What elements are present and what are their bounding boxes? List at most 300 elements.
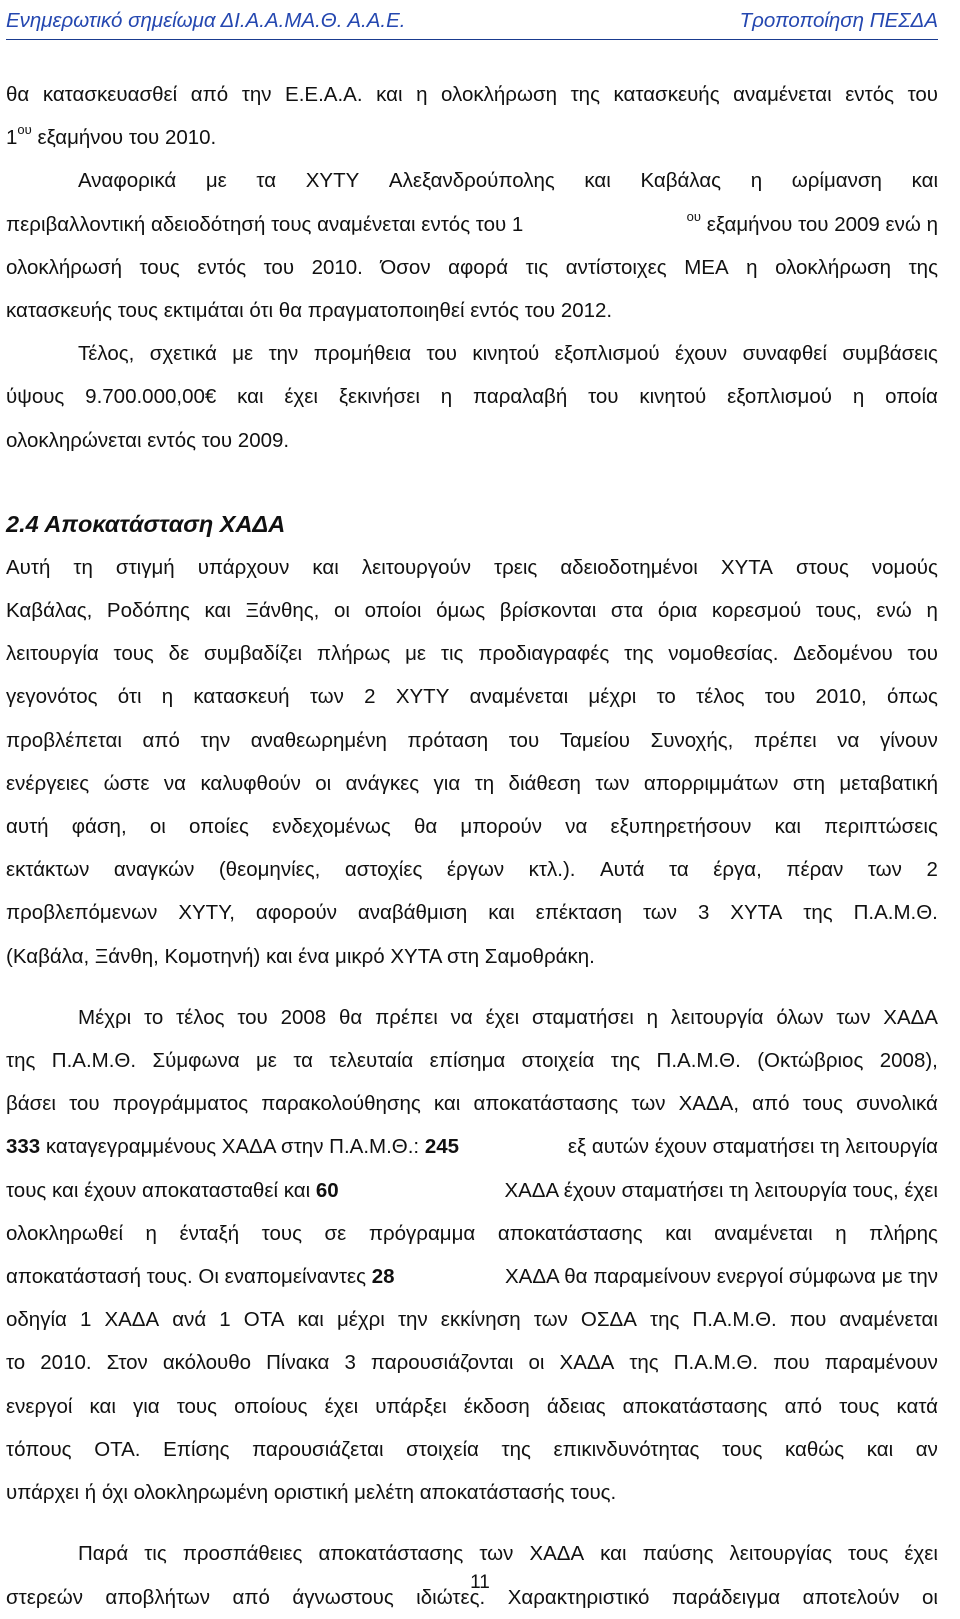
- word: αδειοδοτημένοι: [560, 555, 698, 579]
- word: που: [789, 1308, 827, 1332]
- bold-number: 333: [6, 1135, 41, 1159]
- line-text: εξ αυτών έχουν σταματήσει τη λειτουργία: [567, 1135, 938, 1159]
- word: και: [488, 901, 515, 925]
- spacer: [6, 978, 938, 996]
- word: προδιαγραφές: [478, 642, 610, 666]
- word: Παρά: [78, 1542, 129, 1566]
- word: παρουσιάζονται: [370, 1351, 514, 1375]
- word: η: [746, 255, 758, 279]
- word: μέχρι: [588, 685, 637, 709]
- word: τη: [474, 771, 495, 795]
- word: συμβαδίζει: [204, 642, 303, 666]
- word: άδειας: [546, 1394, 606, 1418]
- paragraph-line: [6, 805, 938, 848]
- paragraph-5: [6, 996, 938, 1514]
- word: τα: [256, 169, 277, 193]
- word: ενέργειες: [6, 771, 90, 795]
- word: τις: [525, 255, 549, 279]
- word: οι: [149, 815, 166, 839]
- spacer: [6, 1514, 938, 1532]
- word: φάση,: [71, 815, 127, 839]
- word: οποίοι: [364, 599, 422, 623]
- word: εξοπλισμού: [727, 385, 832, 409]
- word: την: [397, 1308, 428, 1332]
- word: και: [911, 169, 938, 193]
- word: το: [656, 685, 676, 709]
- paragraph-line: κατασκευής τους εκτιμάται ότι θα πραγματοποιηθεί εντός του 2012.: [6, 299, 613, 323]
- word: έχει: [284, 385, 318, 409]
- paragraph-line: [6, 546, 938, 589]
- word: αποκατάστασης: [318, 1542, 464, 1566]
- word: κατασκευή: [193, 685, 290, 709]
- word: σε: [324, 1221, 347, 1245]
- word: ύψους: [6, 385, 65, 409]
- page-header: [6, 4, 938, 40]
- word: δε: [168, 642, 190, 666]
- word: ΟΤΑ.: [94, 1437, 141, 1461]
- word: η: [161, 685, 174, 709]
- word: 2008: [280, 1005, 327, 1029]
- word: αποκατάστασης: [622, 1394, 768, 1418]
- word: κατασκευής: [613, 83, 720, 106]
- word: Καβάλας: [640, 169, 722, 193]
- word: παρουσιάζεται: [252, 1437, 384, 1461]
- word: η: [646, 1005, 659, 1029]
- word: των: [533, 1308, 568, 1332]
- word: κτλ.).: [528, 858, 576, 882]
- word: Δεδομένου: [793, 642, 893, 666]
- paragraph-line: [6, 1385, 938, 1428]
- word: υπάρχουν: [197, 555, 290, 579]
- paragraph-line: [6, 996, 938, 1039]
- word: και: [584, 169, 611, 193]
- word: ξεκινήσει: [338, 385, 420, 409]
- word: αναθεωρημένη: [250, 728, 387, 752]
- word: πρέπει: [753, 728, 817, 752]
- word: και: [204, 599, 231, 623]
- word: Αλεξανδρούπολης: [388, 169, 555, 193]
- word: 1: [79, 1308, 92, 1332]
- word: 2: [926, 858, 938, 882]
- paragraph-line: ολοκληρώνεται εντός του 2009.: [6, 428, 290, 452]
- word: των: [479, 1542, 514, 1566]
- word: συνολικά: [856, 1092, 938, 1116]
- word: προβλέπεται: [6, 728, 122, 752]
- word: τους: [261, 1221, 302, 1245]
- word: και: [665, 1221, 692, 1245]
- paragraph-line: [6, 332, 938, 375]
- word: νομούς: [871, 555, 938, 579]
- word: νομοθεσίας.: [668, 642, 779, 666]
- word: και: [237, 385, 264, 409]
- word: που: [773, 1351, 810, 1375]
- paragraph-line: (Καβάλα, Ξάνθη, Κομοτηνή) και ένα μικρό ΧΥΤΑ στη Σαμοθράκη.: [6, 944, 595, 968]
- word: να: [163, 771, 187, 795]
- word: κορεσμού: [711, 599, 802, 623]
- word: από: [784, 1394, 823, 1418]
- paragraph-line: [6, 1298, 938, 1341]
- word: η: [145, 1221, 157, 1245]
- word: για: [132, 1394, 160, 1418]
- word: αναγκών: [113, 858, 195, 882]
- paragraph-line: [6, 203, 938, 246]
- word: κατά: [896, 1394, 938, 1418]
- word: ένταξή: [179, 1221, 240, 1245]
- word: με: [255, 1049, 277, 1073]
- word: της: [570, 83, 600, 106]
- word: μέχρι: [336, 1308, 385, 1332]
- word: ότι: [117, 685, 142, 709]
- word: η: [416, 83, 428, 106]
- word: πρόταση: [407, 728, 489, 752]
- word: στη: [792, 771, 825, 795]
- word: εκκίνηση: [440, 1308, 521, 1332]
- word: κινητού: [472, 342, 540, 366]
- word: παραμένουν: [824, 1351, 938, 1375]
- word: κινητού: [639, 385, 707, 409]
- bold-number: 60: [315, 1178, 339, 1202]
- word: οποίες: [189, 815, 249, 839]
- word: πρόγραμμα: [368, 1221, 476, 1245]
- word: οποίους: [234, 1394, 308, 1418]
- word: ολοκλήρωσή: [6, 255, 122, 279]
- word: του: [588, 385, 619, 409]
- word: οποία: [885, 385, 938, 409]
- word: καλυφθούν: [200, 771, 301, 795]
- word: καθώς: [785, 1437, 845, 1461]
- word: (Οκτώβριος: [757, 1049, 864, 1073]
- word: του: [426, 342, 457, 366]
- word: 1: [219, 1308, 231, 1332]
- paragraph-line: [6, 719, 938, 762]
- paragraph-4: [6, 546, 938, 978]
- header-left-title: Ενημερωτικό σημείωμα ΔΙ.Α.Α.ΜΑ.Θ. Α.Α.Ε.: [6, 9, 406, 32]
- word: ολοκλήρωση: [775, 255, 892, 279]
- word: ανά: [172, 1308, 207, 1332]
- word: της: [6, 1049, 36, 1073]
- word: της: [908, 255, 938, 279]
- word: έχει: [324, 1394, 359, 1418]
- word: ΧΥΤΑ: [720, 555, 773, 579]
- word: ΧΑΔΑ: [559, 1351, 615, 1375]
- superscript: ου: [17, 122, 32, 138]
- word: συμβάσεις: [842, 342, 938, 366]
- word: περιπτώσεις: [824, 815, 938, 839]
- paragraph-line: [6, 1255, 938, 1298]
- word: Ταμείου: [559, 728, 630, 752]
- word: τις: [144, 1542, 167, 1566]
- word: των: [631, 1092, 666, 1116]
- word: η: [440, 385, 453, 409]
- word: προγράμματος: [112, 1092, 249, 1116]
- word: και: [297, 1308, 324, 1332]
- word: τελευταία: [329, 1049, 414, 1073]
- paragraph-line: [6, 1169, 938, 1212]
- word: λειτουργία: [670, 1005, 764, 1029]
- word: ΧΑΔΑ: [104, 1308, 160, 1332]
- word: Π.Α.Μ.Θ.: [673, 1351, 759, 1375]
- word: της: [650, 1308, 680, 1332]
- word: Π.Α.Μ.Θ.: [853, 901, 938, 925]
- word: ιδιώτες.: [416, 1585, 486, 1609]
- word: και: [89, 1394, 116, 1418]
- word: ΧΑΔΑ: [883, 1005, 938, 1029]
- word: επέκταση: [535, 901, 622, 925]
- word: προσπάθειες: [182, 1542, 303, 1566]
- word: 9.700.000,00€: [85, 385, 217, 409]
- word: της: [803, 901, 833, 925]
- word: Τέλος,: [78, 342, 135, 366]
- word: τους: [848, 1542, 889, 1566]
- word: το: [144, 1005, 164, 1029]
- word: και: [600, 1542, 627, 1566]
- word: μεταβατική: [839, 771, 938, 795]
- paragraph-2: [6, 159, 938, 332]
- word: 3: [697, 901, 710, 925]
- word: ΧΥΤΑ: [730, 901, 783, 925]
- word: Πίνακα: [266, 1351, 330, 1375]
- word: στερεών: [6, 1585, 83, 1609]
- word: Αυτή: [6, 555, 51, 579]
- word: τους: [839, 1394, 880, 1418]
- superscript: ου: [686, 208, 701, 224]
- word: διάθεση: [508, 771, 581, 795]
- word: ενδεχομένως: [272, 815, 391, 839]
- paragraph-line: [6, 1212, 938, 1255]
- word: 2010,: [815, 685, 867, 709]
- word: με: [205, 169, 227, 193]
- word: των: [867, 858, 902, 882]
- paragraph-line: [6, 762, 938, 805]
- word: Χαρακτηριστικό: [507, 1585, 650, 1609]
- paragraph-line: [6, 589, 938, 632]
- word: 2010.: [311, 255, 363, 279]
- word: των: [836, 1005, 871, 1029]
- word: στους: [795, 555, 849, 579]
- word: θα: [413, 815, 438, 839]
- word: Καβάλας,: [6, 599, 93, 623]
- word: του: [907, 83, 938, 106]
- paragraph-1: [6, 73, 938, 159]
- paragraph-line: [6, 375, 938, 418]
- word: λειτουργίας: [729, 1542, 833, 1566]
- word: η: [926, 599, 938, 623]
- word: Αυτά: [599, 858, 645, 882]
- paragraph-line: [6, 1341, 938, 1384]
- word: γίνουν: [879, 728, 938, 752]
- word: για: [433, 771, 461, 795]
- word: ΧΥΤΥ,: [178, 901, 235, 925]
- word: του: [764, 685, 796, 709]
- line-text: τους και έχουν αποκατασταθεί και: [6, 1178, 316, 1202]
- word: Π.Α.Μ.Θ.: [692, 1308, 777, 1332]
- word: και: [433, 1092, 461, 1116]
- word: το: [6, 1351, 26, 1375]
- paragraph-line: [6, 675, 938, 718]
- word: Π.Α.Μ.Θ.: [656, 1049, 741, 1073]
- paragraph-line: [6, 116, 938, 159]
- word: οι: [921, 1585, 938, 1609]
- word: ΟΤΑ: [243, 1308, 285, 1332]
- word: την: [241, 83, 272, 106]
- word: και: [312, 555, 339, 579]
- word: Επίσης: [163, 1437, 230, 1461]
- word: παρακολούθησης: [261, 1092, 421, 1116]
- word: Σύμφωνα: [152, 1049, 240, 1073]
- word: τη: [73, 555, 93, 579]
- word: ώστε: [103, 771, 150, 795]
- word: ενώ: [876, 599, 912, 623]
- word: 2: [364, 685, 376, 709]
- word: 2010.: [40, 1351, 92, 1375]
- word: θα: [6, 83, 30, 106]
- paragraph-line: [6, 1428, 938, 1471]
- bold-number: 28: [371, 1265, 395, 1289]
- word: εντός: [845, 83, 894, 106]
- line-text: εξαμήνου του 2009 ενώ η: [701, 212, 938, 236]
- word: αποκατάστασης: [473, 1092, 619, 1116]
- word: αποτελούν: [802, 1585, 900, 1609]
- word: ΟΣΔΑ: [580, 1308, 637, 1332]
- word: θα: [338, 1005, 363, 1029]
- word: Αναφορικά: [78, 169, 177, 193]
- word: Συνοχής,: [650, 728, 734, 752]
- paragraph-line: [6, 1039, 938, 1082]
- word: ΧΑΔΑ,: [678, 1092, 740, 1116]
- line-text: καταγεγραμμένους ΧΑΔΑ στην Π.Α.Μ.Θ.:: [40, 1135, 425, 1159]
- word: ΧΥΤΥ: [395, 685, 450, 709]
- word: τις: [440, 642, 464, 666]
- line-text: εξαμήνου του 2010.: [31, 126, 217, 150]
- word: μπορούν: [460, 815, 543, 839]
- paragraph-3: [6, 332, 938, 462]
- word: τέλος: [696, 685, 745, 709]
- line-text: ΧΑΔΑ έχουν σταματήσει τη λειτουργία τους, έχει: [504, 1178, 938, 1202]
- word: πρέπει: [375, 1005, 438, 1029]
- paragraph-line: [6, 73, 938, 116]
- word: αναμένεται: [714, 1221, 813, 1245]
- word: της: [624, 642, 654, 666]
- word: οι: [333, 599, 350, 623]
- word: τους: [802, 1092, 843, 1116]
- word: 2008),: [879, 1049, 938, 1073]
- word: 3: [344, 1351, 356, 1375]
- word: όρια: [657, 599, 698, 623]
- section-heading: 2.4 Αποκατάσταση ΧΑΔΑ: [6, 510, 286, 537]
- word: έργα,: [713, 858, 762, 882]
- paragraph-line: [6, 848, 938, 891]
- word: αναμένεται: [839, 1308, 938, 1332]
- word: αστοχίες: [344, 858, 423, 882]
- word: την: [268, 342, 299, 366]
- word: τα: [669, 858, 689, 882]
- word: αναμένεται: [469, 685, 569, 709]
- line-text: 1: [6, 126, 18, 150]
- line-text: περιβαλλοντική αδειοδότησή τους αναμένεται εντός του 1: [6, 212, 524, 236]
- word: έργων: [446, 858, 505, 882]
- word: της: [501, 1437, 531, 1461]
- word: πλήρης: [869, 1221, 938, 1245]
- word: να: [565, 815, 588, 839]
- word: με: [232, 342, 254, 366]
- word: αναβάθμιση: [357, 901, 468, 925]
- word: από: [232, 1585, 270, 1609]
- word: η: [835, 1221, 847, 1245]
- word: τους: [139, 255, 180, 279]
- word: Π.Α.Μ.Θ.: [51, 1049, 137, 1073]
- word: Στον: [106, 1351, 148, 1375]
- word: εξοπλισμού: [554, 342, 660, 366]
- word: ενεργοί: [6, 1394, 73, 1418]
- word: οι: [315, 771, 332, 795]
- word: ωρίμανση: [791, 169, 882, 193]
- word: παραλαβή: [473, 385, 568, 409]
- word: αποκατάστασης: [497, 1221, 643, 1245]
- word: Ξάνθης,: [245, 599, 320, 623]
- spacer: [6, 462, 938, 502]
- word: εκτάκτων: [6, 858, 90, 882]
- word: αποβλήτων: [105, 1585, 211, 1609]
- word: όπως: [887, 685, 938, 709]
- word: στα: [610, 599, 644, 623]
- word: του: [237, 1005, 268, 1029]
- word: τα: [293, 1049, 313, 1073]
- line-text: ΧΑΔΑ θα παραμείνουν ενεργοί σύμφωνα με την: [504, 1265, 938, 1289]
- paragraph-line: υπάρχει ή όχι ολοκληρωμένη οριστική μελέτη αποκατάστασής τους.: [6, 1481, 617, 1505]
- word: ΧΥΤΥ: [305, 169, 360, 193]
- word: βρίσκονται: [499, 599, 597, 623]
- line-text: αποκατάστασή τους. Οι εναπομείναντες: [6, 1265, 372, 1289]
- word: στοιχεία: [406, 1437, 479, 1461]
- word: αν: [915, 1437, 938, 1461]
- word: όλων: [776, 1005, 824, 1029]
- word: τους,: [815, 599, 862, 623]
- word: ΧΑΔΑ: [529, 1542, 585, 1566]
- word: οι: [528, 1351, 545, 1375]
- word: και: [376, 83, 403, 106]
- word: η: [750, 169, 763, 193]
- word: σχετικά: [149, 342, 217, 366]
- word: αυτή: [6, 815, 49, 839]
- paragraph-line: [6, 1125, 938, 1168]
- word: απορριμμάτων: [643, 771, 779, 795]
- word: Όσον: [380, 255, 431, 279]
- word: από: [752, 1092, 790, 1116]
- bold-number: 245: [424, 1135, 460, 1159]
- word: του: [508, 728, 540, 752]
- word: του: [69, 1092, 100, 1116]
- word: της: [629, 1351, 659, 1375]
- word: πέραν: [786, 858, 844, 882]
- paragraph-line: [6, 246, 938, 289]
- word: συναφθεί: [742, 342, 827, 366]
- word: την: [200, 728, 231, 752]
- paragraph-line: [6, 1532, 938, 1575]
- word: και: [774, 815, 801, 839]
- word: από: [142, 728, 180, 752]
- word: τόπους: [6, 1437, 72, 1461]
- word: τους: [176, 1394, 218, 1418]
- word: επικινδυνότητας: [553, 1437, 700, 1461]
- word: προβλεπόμενων: [6, 901, 158, 925]
- word: αφορά: [448, 255, 509, 279]
- word: πλήρως: [316, 642, 391, 666]
- word: υπάρξει: [375, 1394, 447, 1418]
- word: Ε.Ε.Α.Α.: [285, 83, 363, 106]
- word: οδηγία: [6, 1308, 67, 1332]
- word: σταματήσει: [531, 1005, 634, 1029]
- word: των: [642, 901, 678, 925]
